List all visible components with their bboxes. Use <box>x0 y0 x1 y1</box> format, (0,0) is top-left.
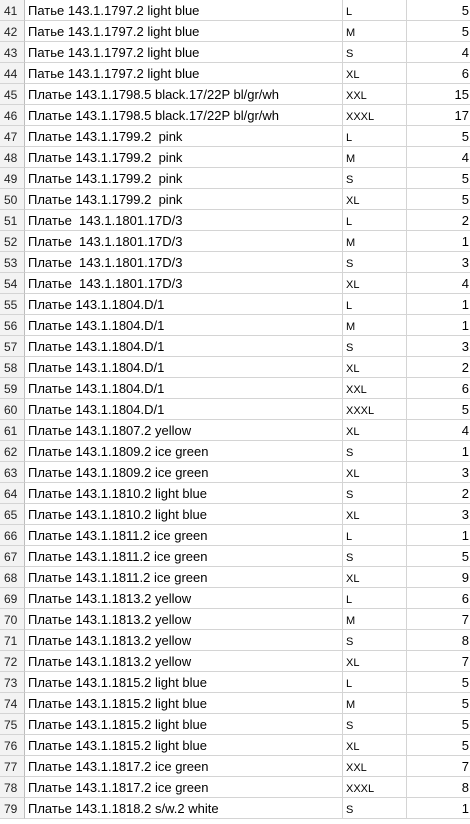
table-row <box>0 336 470 357</box>
row-header[interactable]: 72 <box>0 651 25 672</box>
row-header[interactable]: 67 <box>0 546 25 567</box>
quantity-cell[interactable]: 1 <box>407 315 470 336</box>
row-header[interactable]: 74 <box>0 693 25 714</box>
size-cell[interactable]: XL <box>343 273 407 294</box>
product-name-cell[interactable]: Платье 143.1.1813.2 yellow <box>25 609 343 630</box>
table-row <box>0 609 470 630</box>
row-header[interactable]: 46 <box>0 105 25 126</box>
size-cell[interactable]: M <box>343 609 407 630</box>
product-name-cell[interactable]: Платье 143.1.1804.D/1 <box>25 294 343 315</box>
size-cell[interactable]: L <box>343 210 407 231</box>
product-name-cell[interactable]: Платье 143.1.1813.2 yellow <box>25 588 343 609</box>
row-header[interactable]: 41 <box>0 0 25 21</box>
size-cell[interactable]: XL <box>343 420 407 441</box>
row-header[interactable]: 49 <box>0 168 25 189</box>
quantity-cell[interactable]: 2 <box>407 483 470 504</box>
row-header[interactable]: 66 <box>0 525 25 546</box>
product-name-cell[interactable]: Платье 143.1.1811.2 ice green <box>25 525 343 546</box>
table-row <box>0 273 470 294</box>
product-name-cell[interactable]: Платье 143.1.1810.2 light blue <box>25 483 343 504</box>
row-header[interactable]: 42 <box>0 21 25 42</box>
quantity-cell[interactable]: 5 <box>407 546 470 567</box>
table-row <box>0 147 470 168</box>
row-header[interactable]: 52 <box>0 231 25 252</box>
quantity-cell[interactable]: 6 <box>407 63 470 84</box>
size-cell[interactable]: L <box>343 525 407 546</box>
size-cell[interactable]: S <box>343 714 407 735</box>
quantity-cell[interactable]: 9 <box>407 567 470 588</box>
quantity-cell[interactable]: 6 <box>407 378 470 399</box>
row-header[interactable]: 69 <box>0 588 25 609</box>
row-header[interactable]: 65 <box>0 504 25 525</box>
quantity-cell[interactable]: 1 <box>407 525 470 546</box>
row-header[interactable]: 71 <box>0 630 25 651</box>
row-header[interactable]: 61 <box>0 420 25 441</box>
quantity-cell[interactable]: 3 <box>407 462 470 483</box>
table-row <box>0 21 470 42</box>
table-row <box>0 63 470 84</box>
table-row <box>0 546 470 567</box>
product-name-cell[interactable]: Платье 143.1.1817.2 ice green <box>25 777 343 798</box>
product-name-cell[interactable]: Платье 143.1.1813.2 yellow <box>25 651 343 672</box>
size-cell[interactable]: L <box>343 672 407 693</box>
table-row <box>0 315 470 336</box>
row-header[interactable]: 57 <box>0 336 25 357</box>
row-header[interactable]: 79 <box>0 798 25 819</box>
table-row <box>0 588 470 609</box>
row-header[interactable]: 78 <box>0 777 25 798</box>
quantity-cell[interactable]: 1 <box>407 798 470 819</box>
product-name-cell[interactable]: Платье 143.1.1811.2 ice green <box>25 567 343 588</box>
product-name-cell[interactable]: Платье 143.1.1811.2 ice green <box>25 546 343 567</box>
table-row <box>0 441 470 462</box>
table-row <box>0 126 470 147</box>
row-header[interactable]: 48 <box>0 147 25 168</box>
product-name-cell[interactable]: Платье 143.1.1804.D/1 <box>25 357 343 378</box>
table-row <box>0 567 470 588</box>
table-row <box>0 798 470 819</box>
size-cell[interactable]: XL <box>343 63 407 84</box>
row-header[interactable]: 60 <box>0 399 25 420</box>
quantity-cell[interactable]: 4 <box>407 420 470 441</box>
quantity-cell[interactable]: 4 <box>407 273 470 294</box>
size-cell[interactable]: M <box>343 693 407 714</box>
size-cell[interactable]: S <box>343 483 407 504</box>
quantity-cell[interactable]: 2 <box>407 210 470 231</box>
quantity-cell[interactable]: 2 <box>407 357 470 378</box>
quantity-cell[interactable]: 7 <box>407 609 470 630</box>
table-row <box>0 756 470 777</box>
product-name-cell[interactable]: Платье 143.1.1801.17D/3 <box>25 252 343 273</box>
row-header[interactable]: 63 <box>0 462 25 483</box>
size-cell[interactable]: S <box>343 168 407 189</box>
size-cell[interactable]: S <box>343 441 407 462</box>
table-row <box>0 420 470 441</box>
row-header[interactable]: 56 <box>0 315 25 336</box>
size-cell[interactable]: XXXL <box>343 777 407 798</box>
table-row <box>0 378 470 399</box>
product-name-cell[interactable]: Платье 143.1.1807.2 yellow <box>25 420 343 441</box>
table-row <box>0 525 470 546</box>
size-cell[interactable]: XL <box>343 567 407 588</box>
row-header[interactable]: 77 <box>0 756 25 777</box>
size-cell[interactable]: XXL <box>343 756 407 777</box>
row-header[interactable]: 73 <box>0 672 25 693</box>
quantity-cell[interactable]: 1 <box>407 231 470 252</box>
row-header[interactable]: 43 <box>0 42 25 63</box>
table-row <box>0 504 470 525</box>
row-header[interactable]: 53 <box>0 252 25 273</box>
size-cell[interactable]: XXL <box>343 84 407 105</box>
product-name-cell[interactable]: Платье 143.1.1799.2 pink <box>25 168 343 189</box>
size-cell[interactable]: M <box>343 147 407 168</box>
size-cell[interactable]: S <box>343 798 407 819</box>
row-header[interactable]: 55 <box>0 294 25 315</box>
product-name-cell[interactable]: Платье 143.1.1815.2 light blue <box>25 672 343 693</box>
row-header[interactable]: 50 <box>0 189 25 210</box>
row-header[interactable]: 75 <box>0 714 25 735</box>
quantity-cell[interactable]: 4 <box>407 42 470 63</box>
product-name-cell[interactable]: Платье 143.1.1815.2 light blue <box>25 693 343 714</box>
quantity-cell[interactable]: 5 <box>407 189 470 210</box>
table-row <box>0 651 470 672</box>
table-row <box>0 105 470 126</box>
size-cell[interactable]: S <box>343 546 407 567</box>
product-name-cell[interactable]: Платье 143.1.1799.2 pink <box>25 147 343 168</box>
table-row <box>0 84 470 105</box>
quantity-cell[interactable]: 7 <box>407 756 470 777</box>
product-name-cell[interactable]: Платье 143.1.1813.2 yellow <box>25 630 343 651</box>
table-row <box>0 672 470 693</box>
row-header[interactable]: 54 <box>0 273 25 294</box>
row-header[interactable]: 76 <box>0 735 25 756</box>
size-cell[interactable]: XL <box>343 504 407 525</box>
product-name-cell[interactable]: Платье 143.1.1804.D/1 <box>25 315 343 336</box>
product-name-cell[interactable]: Платье 143.1.1801.17D/3 <box>25 273 343 294</box>
quantity-cell[interactable]: 15 <box>407 84 470 105</box>
table-row <box>0 210 470 231</box>
table-row <box>0 630 470 651</box>
table-row <box>0 168 470 189</box>
quantity-cell[interactable]: 8 <box>407 777 470 798</box>
quantity-cell[interactable]: 5 <box>407 126 470 147</box>
product-name-cell[interactable]: Платье 143.1.1801.17D/3 <box>25 210 343 231</box>
product-name-cell[interactable]: Платье 143.1.1810.2 light blue <box>25 504 343 525</box>
row-header[interactable]: 44 <box>0 63 25 84</box>
quantity-cell[interactable]: 1 <box>407 441 470 462</box>
table-row <box>0 0 470 21</box>
table-row <box>0 357 470 378</box>
quantity-cell[interactable]: 3 <box>407 336 470 357</box>
product-name-cell[interactable]: Платье 143.1.1804.D/1 <box>25 336 343 357</box>
quantity-cell[interactable]: 5 <box>407 693 470 714</box>
table-row <box>0 294 470 315</box>
quantity-cell[interactable]: 7 <box>407 651 470 672</box>
quantity-cell[interactable]: 4 <box>407 147 470 168</box>
quantity-cell[interactable]: 3 <box>407 504 470 525</box>
size-cell[interactable]: L <box>343 126 407 147</box>
quantity-cell[interactable]: 6 <box>407 588 470 609</box>
size-cell[interactable]: L <box>343 294 407 315</box>
size-cell[interactable]: S <box>343 252 407 273</box>
row-header[interactable]: 58 <box>0 357 25 378</box>
product-name-cell[interactable]: Платье 143.1.1804.D/1 <box>25 399 343 420</box>
row-header[interactable]: 47 <box>0 126 25 147</box>
table-row <box>0 735 470 756</box>
row-header[interactable]: 64 <box>0 483 25 504</box>
row-header[interactable]: 59 <box>0 378 25 399</box>
row-header[interactable]: 70 <box>0 609 25 630</box>
size-cell[interactable]: S <box>343 336 407 357</box>
row-header[interactable]: 62 <box>0 441 25 462</box>
quantity-cell[interactable]: 5 <box>407 735 470 756</box>
table-row <box>0 777 470 798</box>
quantity-cell[interactable]: 5 <box>407 21 470 42</box>
size-cell[interactable]: XL <box>343 189 407 210</box>
product-name-cell[interactable]: Патье 143.1.1797.2 light blue <box>25 0 343 21</box>
table-row <box>0 462 470 483</box>
table-row <box>0 231 470 252</box>
quantity-cell[interactable]: 5 <box>407 714 470 735</box>
product-name-cell[interactable]: Патье 143.1.1797.2 light blue <box>25 63 343 84</box>
quantity-cell[interactable]: 5 <box>407 399 470 420</box>
row-header[interactable]: 45 <box>0 84 25 105</box>
table-row <box>0 483 470 504</box>
quantity-cell[interactable]: 8 <box>407 630 470 651</box>
product-name-cell[interactable]: Платье 143.1.1818.2 s/w.2 white <box>25 798 343 819</box>
size-cell[interactable]: XL <box>343 651 407 672</box>
table-row <box>0 189 470 210</box>
size-cell[interactable]: L <box>343 588 407 609</box>
product-name-cell[interactable]: Платье 143.1.1799.2 pink <box>25 189 343 210</box>
product-name-cell[interactable]: Патье 143.1.1797.2 light blue <box>25 21 343 42</box>
product-name-cell[interactable]: Платье 143.1.1815.2 light blue <box>25 735 343 756</box>
size-cell[interactable]: XL <box>343 462 407 483</box>
product-name-cell[interactable]: Платье 143.1.1799.2 pink <box>25 126 343 147</box>
size-cell[interactable]: M <box>343 231 407 252</box>
product-name-cell[interactable]: Платье 143.1.1804.D/1 <box>25 378 343 399</box>
size-cell[interactable]: XL <box>343 357 407 378</box>
table-row <box>0 42 470 63</box>
product-name-cell[interactable]: Патье 143.1.1797.2 light blue <box>25 42 343 63</box>
table-row <box>0 714 470 735</box>
quantity-cell[interactable]: 1 <box>407 294 470 315</box>
size-cell[interactable]: M <box>343 315 407 336</box>
product-name-cell[interactable]: Платье 143.1.1809.2 ice green <box>25 462 343 483</box>
size-cell[interactable]: S <box>343 42 407 63</box>
size-cell[interactable]: XL <box>343 735 407 756</box>
product-name-cell[interactable]: Платье 143.1.1798.5 black.17/22P bl/gr/wh <box>25 105 343 126</box>
row-header[interactable]: 51 <box>0 210 25 231</box>
size-cell[interactable]: M <box>343 21 407 42</box>
size-cell[interactable]: XXXL <box>343 399 407 420</box>
product-name-cell[interactable]: Платье 143.1.1798.5 black.17/22P bl/gr/wh <box>25 84 343 105</box>
size-cell[interactable]: XXXL <box>343 105 407 126</box>
product-name-cell[interactable]: Платье 143.1.1815.2 light blue <box>25 714 343 735</box>
table-row <box>0 252 470 273</box>
quantity-cell[interactable]: 3 <box>407 252 470 273</box>
row-header[interactable]: 68 <box>0 567 25 588</box>
table-row <box>0 693 470 714</box>
product-name-cell[interactable]: Платье 143.1.1809.2 ice green <box>25 441 343 462</box>
product-name-cell[interactable]: Платье 143.1.1801.17D/3 <box>25 231 343 252</box>
quantity-cell[interactable]: 5 <box>407 168 470 189</box>
size-cell[interactable]: L <box>343 0 407 21</box>
table-row <box>0 399 470 420</box>
quantity-cell[interactable]: 17 <box>407 105 470 126</box>
quantity-cell[interactable]: 5 <box>407 672 470 693</box>
product-name-cell[interactable]: Платье 143.1.1817.2 ice green <box>25 756 343 777</box>
size-cell[interactable]: S <box>343 630 407 651</box>
quantity-cell[interactable]: 5 <box>407 0 470 21</box>
size-cell[interactable]: XXL <box>343 378 407 399</box>
